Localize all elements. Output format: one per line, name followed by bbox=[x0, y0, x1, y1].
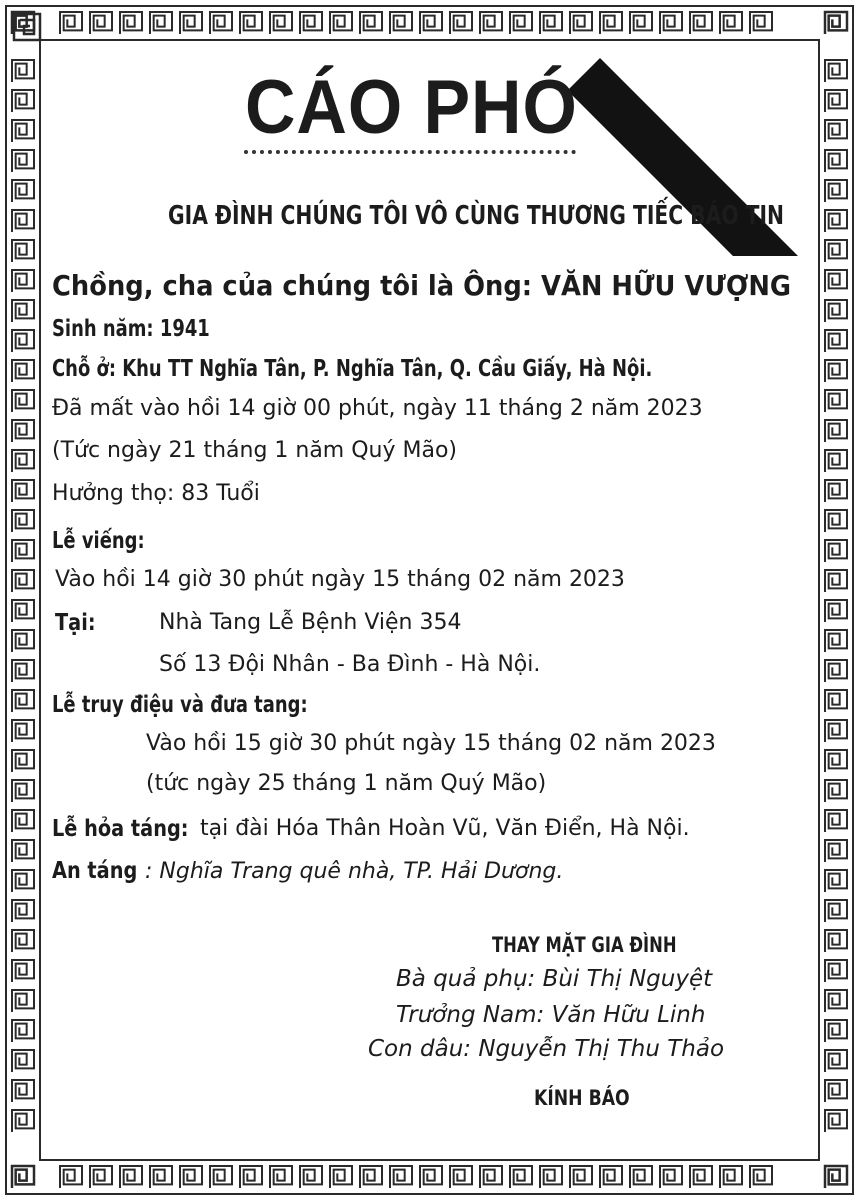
meander-motif bbox=[420, 1166, 442, 1188]
meander-motif bbox=[12, 1020, 34, 1042]
meander-motif bbox=[360, 1166, 382, 1188]
meander-motif bbox=[825, 330, 847, 352]
meander-motif bbox=[12, 1080, 34, 1102]
meander-motif bbox=[825, 570, 847, 592]
notice-title: CÁO PHÓ bbox=[245, 65, 578, 150]
meander-motif bbox=[12, 1110, 34, 1132]
meander-motif bbox=[330, 1166, 352, 1188]
meander-motif bbox=[12, 720, 34, 742]
meander-motif bbox=[825, 930, 847, 952]
meander-motif bbox=[630, 1166, 652, 1188]
meander-motif bbox=[825, 480, 847, 502]
meander-motif bbox=[825, 840, 847, 862]
meander-motif bbox=[150, 1166, 172, 1188]
date-of-death-line: Đã mất vào hồi 14 giờ 00 phút, ngày 11 tháng 2 năm 2023 bbox=[52, 396, 703, 421]
meander-motif bbox=[12, 540, 34, 562]
meander-motif bbox=[825, 990, 847, 1012]
meander-band-bottom bbox=[60, 1166, 772, 1188]
meander-motif bbox=[825, 510, 847, 532]
residence-line: Chỗ ở: Khu TT Nghĩa Tân, P. Nghĩa Tân, Q. Cầu Giấy, Hà Nội. bbox=[52, 356, 653, 382]
meander-motif bbox=[825, 420, 847, 442]
meander-motif bbox=[825, 660, 847, 682]
meander-motif bbox=[825, 1020, 847, 1042]
meander-motif bbox=[240, 1166, 262, 1188]
meander-motif bbox=[12, 750, 34, 772]
lunar-date-of-death-line: (Tức ngày 21 tháng 1 năm Quý Mão) bbox=[52, 438, 458, 463]
meander-motif bbox=[12, 1050, 34, 1072]
meander-motif bbox=[825, 360, 847, 382]
announcement-line: GIA ĐÌNH CHÚNG TÔI VÔ CÙNG THƯƠNG TIẾC BÁO TIN bbox=[168, 201, 784, 231]
meander-motif bbox=[90, 1166, 112, 1188]
meander-motif bbox=[825, 750, 847, 772]
meander-motif bbox=[570, 1166, 592, 1188]
memorial-lunar-date: (tức ngày 25 tháng 1 năm Quý Mão) bbox=[146, 771, 547, 796]
meander-motif bbox=[480, 1166, 502, 1188]
meander-motif bbox=[825, 90, 847, 112]
meander-motif bbox=[12, 840, 34, 862]
meander-motif bbox=[825, 810, 847, 832]
meander-motif bbox=[825, 690, 847, 712]
cremation-place: tại đài Hóa Thân Hoàn Vũ, Văn Điển, Hà Nội. bbox=[200, 816, 690, 841]
meander-motif bbox=[720, 1166, 742, 1188]
meander-motif bbox=[12, 300, 34, 322]
meander-motif bbox=[660, 1166, 682, 1188]
meander-motif bbox=[825, 150, 847, 172]
widow-line: Bà quả phụ: Bùi Thị Nguyệt bbox=[396, 966, 713, 992]
meander-motif bbox=[825, 600, 847, 622]
birth-year-line: Sinh năm: 1941 bbox=[52, 316, 210, 342]
meander-motif bbox=[825, 1110, 847, 1132]
meander-motif bbox=[825, 270, 847, 292]
meander-motif bbox=[12, 360, 34, 382]
meander-motif bbox=[825, 1050, 847, 1072]
meander-motif bbox=[825, 540, 847, 562]
burial-label: An táng bbox=[52, 858, 138, 884]
age-line: Hưởng thọ: 83 Tuổi bbox=[52, 481, 260, 506]
meander-motif bbox=[12, 930, 34, 952]
meander-motif bbox=[12, 510, 34, 532]
meander-motif bbox=[450, 1166, 472, 1188]
meander-motif bbox=[12, 780, 34, 802]
meander-motif bbox=[825, 60, 847, 82]
meander-motif bbox=[825, 450, 847, 472]
meander-motif bbox=[12, 630, 34, 652]
meander-motif bbox=[12, 330, 34, 352]
meander-motif bbox=[210, 1166, 232, 1188]
meander-motif bbox=[12, 270, 34, 292]
meander-motif bbox=[12, 420, 34, 442]
meander-motif bbox=[12, 480, 34, 502]
meander-motif bbox=[120, 1166, 142, 1188]
meander-motif bbox=[825, 180, 847, 202]
meander-motif bbox=[12, 900, 34, 922]
meander-motif bbox=[12, 870, 34, 892]
visitation-time: Vào hồi 14 giờ 30 phút ngày 15 tháng 02 năm 2023 bbox=[55, 567, 625, 592]
meander-motif bbox=[540, 1166, 562, 1188]
eldest-son-line: Trưởng Nam: Văn Hữu Linh bbox=[396, 1002, 706, 1028]
meander-motif bbox=[825, 1080, 847, 1102]
meander-motif bbox=[12, 450, 34, 472]
meander-motif bbox=[390, 1166, 412, 1188]
family-representative-heading: THAY MẶT GIA ĐÌNH bbox=[492, 933, 677, 957]
burial-place: : Nghĩa Trang quê nhà, TP. Hải Dương. bbox=[145, 859, 564, 884]
meander-motif bbox=[825, 720, 847, 742]
meander-motif bbox=[825, 300, 847, 322]
corner-ornament bbox=[825, 1166, 847, 1188]
corner-ornament bbox=[12, 1166, 34, 1188]
visitation-place-line-2: Số 13 Đội Nhân - Ba Đình - Hà Nội. bbox=[159, 652, 541, 677]
meander-motif bbox=[12, 690, 34, 712]
meander-motif bbox=[180, 1166, 202, 1188]
meander-motif bbox=[12, 390, 34, 412]
meander-motif bbox=[60, 1166, 82, 1188]
meander-motif bbox=[825, 870, 847, 892]
visitation-heading: Lễ viếng: bbox=[52, 528, 145, 554]
meander-motif bbox=[600, 1166, 622, 1188]
meander-motif bbox=[12, 990, 34, 1012]
visitation-place-line-1: Nhà Tang Lễ Bệnh Viện 354 bbox=[159, 610, 462, 635]
meander-motif bbox=[825, 210, 847, 232]
meander-motif bbox=[825, 960, 847, 982]
deceased-name-line: Chồng, cha của chúng tôi là Ông: VĂN HỮU VƯỢNG bbox=[52, 269, 792, 302]
memorial-heading: Lễ truy điệu và đưa tang: bbox=[52, 692, 308, 718]
meander-band-right bbox=[825, 60, 847, 1132]
daughter-in-law-line: Con dâu: Nguyễn Thị Thu Thảo bbox=[368, 1036, 725, 1062]
meander-motif bbox=[825, 390, 847, 412]
meander-motif bbox=[12, 960, 34, 982]
visitation-place-label: Tại: bbox=[55, 610, 96, 636]
meander-motif bbox=[12, 810, 34, 832]
meander-motif bbox=[825, 120, 847, 142]
meander-motif bbox=[825, 780, 847, 802]
meander-motif bbox=[300, 1166, 322, 1188]
meander-motif bbox=[12, 570, 34, 592]
meander-motif bbox=[825, 630, 847, 652]
memorial-time: Vào hồi 15 giờ 30 phút ngày 15 tháng 02 năm 2023 bbox=[146, 731, 716, 756]
meander-motif bbox=[510, 1166, 532, 1188]
meander-motif bbox=[270, 1166, 292, 1188]
closing-regards: KÍNH BÁO bbox=[534, 1086, 630, 1110]
meander-motif bbox=[825, 240, 847, 262]
meander-motif bbox=[690, 1166, 712, 1188]
meander-motif bbox=[12, 660, 34, 682]
meander-motif bbox=[750, 1166, 772, 1188]
cremation-label: Lễ hỏa táng: bbox=[52, 816, 189, 842]
meander-motif bbox=[12, 600, 34, 622]
corner-ornament bbox=[825, 12, 847, 34]
meander-motif bbox=[825, 900, 847, 922]
title-dotted-underline bbox=[244, 150, 576, 154]
